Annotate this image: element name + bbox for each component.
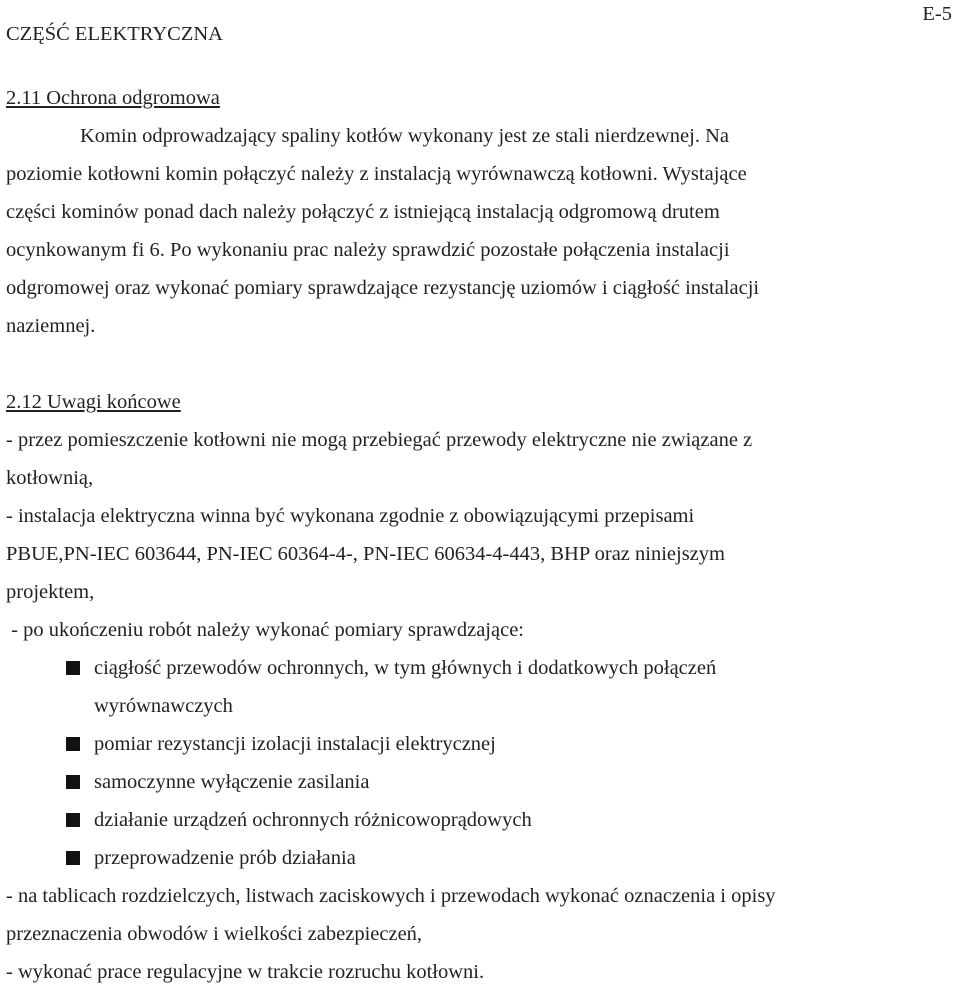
paragraph-line: ocynkowanym fi 6. Po wykonaniu prac należy sprawdzić pozostałe połączenia instalacji [6, 239, 730, 261]
paragraph-line: części kominów ponad dach należy połączyć z istniejącą instalacją odgromową drutem [6, 201, 720, 223]
paragraph-line: - instalacja elektryczna winna być wykonana zgodnie z obowiązującymi przepisami [6, 505, 695, 527]
paragraph-line: naziemnej. [6, 315, 96, 337]
bullet-item: pomiar rezystancji izolacji instalacji elektrycznej [94, 733, 496, 755]
bullet-item: ciągłość przewodów ochronnych, w tym głównych i dodatkowych połączeń [94, 657, 717, 679]
square-bullet-icon [66, 851, 80, 865]
paragraph-line: Komin odprowadzający spaliny kotłów wykonany jest ze stali nierdzewnej. Na [80, 125, 729, 147]
paragraph-line: - wykonać prace regulacyjne w trakcie rozruchu kotłowni. [6, 961, 485, 983]
paragraph-line: PBUE,PN-IEC 603644, PN-IEC 60364-4-, PN-IEC 60634-4-443, BHP oraz niniejszym [6, 543, 725, 565]
paragraph-line: poziomie kotłowni komin połączyć należy z instalacją wyrównawczą kotłowni. Wystające [6, 163, 747, 185]
paragraph-line: odgromowej oraz wykonać pomiary sprawdzające rezystancję uziomów i ciągłość instalacji [6, 277, 760, 299]
square-bullet-icon [66, 813, 80, 827]
bullet-item: samoczynne wyłączenie zasilania [94, 771, 370, 793]
section-2-12-heading: 2.12 Uwagi końcowe [6, 391, 181, 413]
square-bullet-icon [66, 661, 80, 675]
square-bullet-icon [66, 737, 80, 751]
bullet-item-continuation: wyrównawczych [94, 695, 233, 717]
page-number: E-5 [922, 3, 952, 25]
paragraph-line: - na tablicach rozdzielczych, listwach zaciskowych i przewodach wykonać oznaczenia i opisy [6, 885, 776, 907]
section-header: CZĘŚĆ ELEKTRYCZNA [6, 23, 223, 45]
paragraph-line: - po ukończeniu robót należy wykonać pomiary sprawdzające: [6, 619, 524, 641]
paragraph-line: przeznaczenia obwodów i wielkości zabezpieczeń, [6, 923, 423, 945]
section-2-11-heading: 2.11 Ochrona odgromowa [6, 87, 220, 109]
paragraph-line: projektem, [6, 581, 95, 603]
bullet-item: działanie urządzeń ochronnych różnicowoprądowych [94, 809, 532, 831]
paragraph-line: - przez pomieszczenie kotłowni nie mogą przebiegać przewody elektryczne nie związane z [6, 429, 753, 451]
paragraph-line: kotłownią, [6, 467, 94, 489]
square-bullet-icon [66, 775, 80, 789]
bullet-item: przeprowadzenie prób działania [94, 847, 356, 869]
